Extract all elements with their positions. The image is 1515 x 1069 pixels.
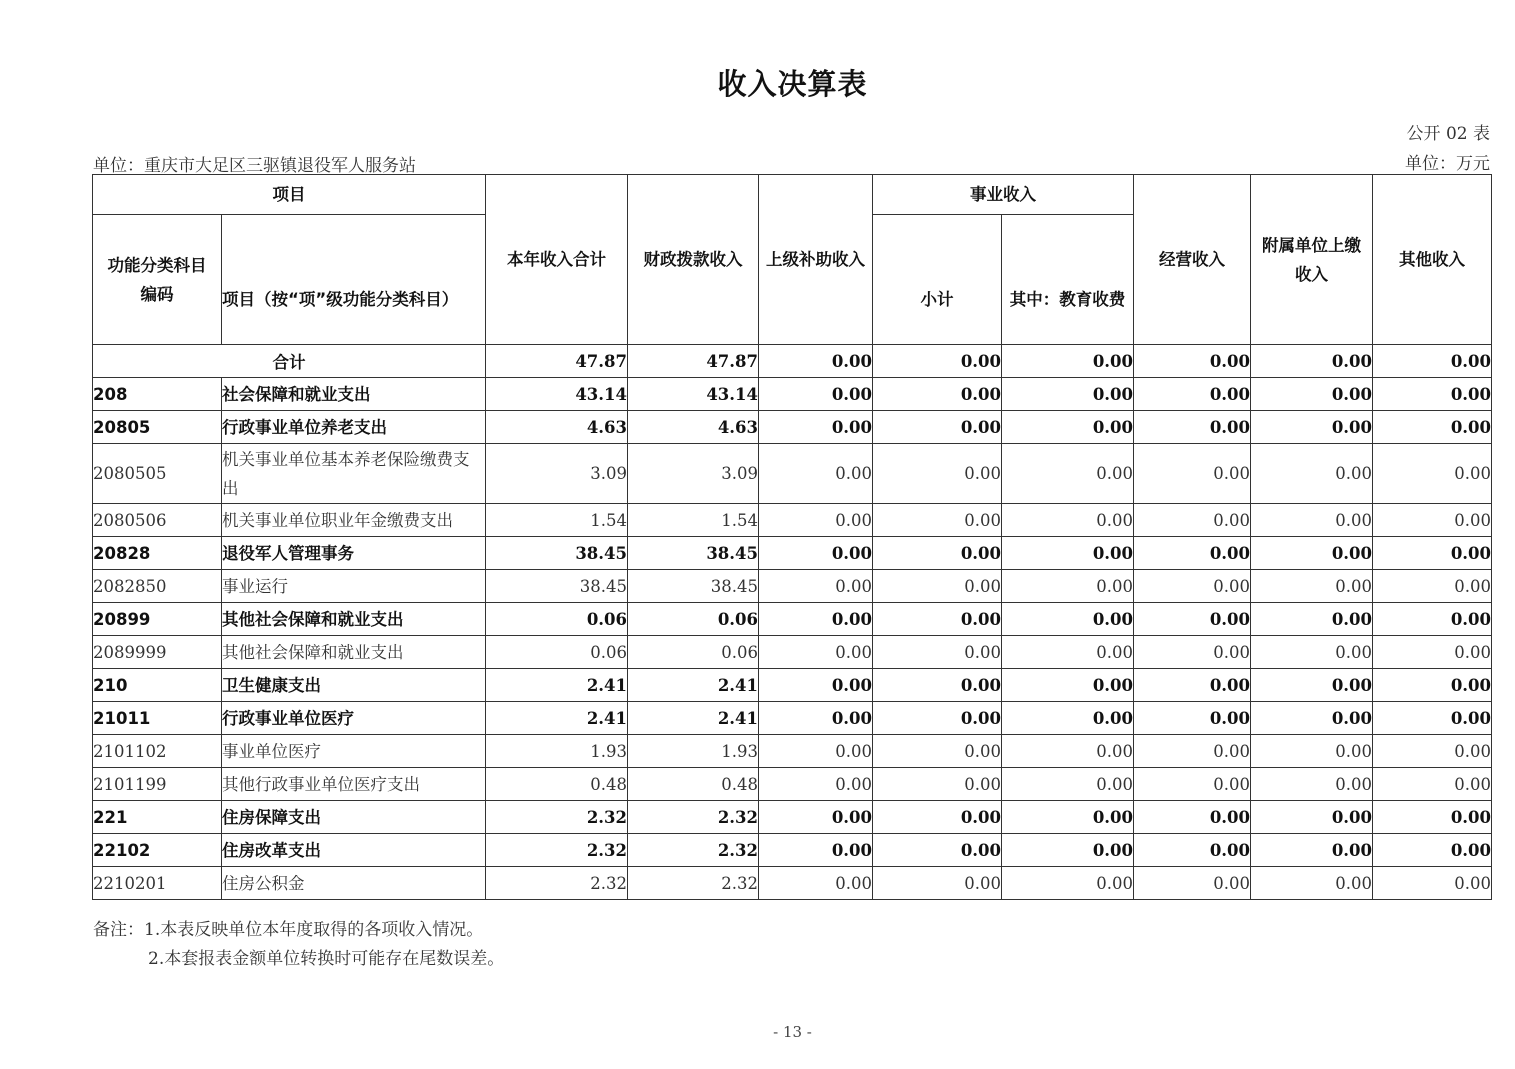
table-cell: 0.00 [1134,867,1251,900]
row-name: 退役军人管理事务 [222,537,486,570]
table-cell: 0.00 [1002,735,1134,768]
table-cell: 0.00 [1251,669,1373,702]
header-affiliate-income: 附属单位上缴收入 [1251,175,1373,345]
table-cell: 1.93 [628,735,759,768]
table-cell: 43.14 [628,378,759,411]
table-cell: 0.00 [1373,537,1492,570]
table-cell: 43.14 [486,378,628,411]
table-cell: 0.00 [1002,345,1134,378]
row-code: 2080506 [93,504,222,537]
table-cell: 38.45 [628,570,759,603]
table-cell: 0.00 [1002,768,1134,801]
row-name: 行政事业单位养老支出 [222,411,486,444]
table-cell: 0.00 [873,411,1002,444]
table-cell: 0.00 [873,702,1002,735]
row-code: 208 [93,378,222,411]
table-cell: 0.00 [1002,570,1134,603]
table-cell: 0.00 [1134,537,1251,570]
table-cell: 0.00 [759,537,873,570]
table-cell: 0.00 [1134,768,1251,801]
table-cell: 0.00 [1002,702,1134,735]
table-cell: 0.00 [1002,537,1134,570]
table-cell: 0.00 [1373,801,1492,834]
table-cell: 0.00 [1373,768,1492,801]
table-cell: 0.00 [759,378,873,411]
table-cell: 0.00 [1002,444,1134,504]
header-superior-subsidy: 上级补助收入 [759,175,873,345]
table-cell: 0.00 [1251,378,1373,411]
table-cell: 0.00 [873,504,1002,537]
table-cell: 0.00 [1373,603,1492,636]
table-row [93,669,1492,702]
table-cell: 0.00 [1002,867,1134,900]
table-row [93,444,1492,504]
table-cell: 0.00 [759,867,873,900]
row-code: 210 [93,669,222,702]
table-row [93,867,1492,900]
table-cell: 0.00 [1134,636,1251,669]
table-cell: 0.00 [1373,411,1492,444]
row-code: 20899 [93,603,222,636]
table-cell: 0.00 [759,702,873,735]
table-cell: 0.00 [1251,603,1373,636]
table-cell: 2.32 [486,834,628,867]
header-item-name: 项目（按“项”级功能分类科目） [222,215,486,345]
table-cell: 0.00 [759,603,873,636]
table-cell: 0.06 [628,603,759,636]
table-cell: 0.00 [1134,603,1251,636]
header-project: 项目 [93,175,486,215]
table-cell: 0.00 [1373,867,1492,900]
table-cell: 0.00 [1251,735,1373,768]
table-cell: 0.00 [759,504,873,537]
table-cell: 0.00 [1373,702,1492,735]
table-cell: 4.63 [486,411,628,444]
table-cell: 0.00 [1134,702,1251,735]
row-name: 事业运行 [222,570,486,603]
table-cell: 2.32 [486,867,628,900]
page-title: 收入决算表 [717,67,868,101]
row-code: 2101199 [93,768,222,801]
table-cell: 1.93 [486,735,628,768]
table-cell: 0.48 [628,768,759,801]
row-name: 行政事业单位医疗 [222,702,486,735]
table-cell: 2.32 [628,867,759,900]
table-cell: 0.00 [1251,345,1373,378]
table-cell: 0.00 [1251,867,1373,900]
row-code: 20828 [93,537,222,570]
table-cell: 0.00 [1251,537,1373,570]
page-number: - 13 - [773,1023,812,1041]
table-cell: 0.00 [1251,801,1373,834]
table-cell: 0.00 [1251,504,1373,537]
total-row [93,345,1492,378]
table-cell: 0.00 [1251,444,1373,504]
table-cell: 0.00 [759,669,873,702]
row-name: 卫生健康支出 [222,669,486,702]
table-cell: 2.41 [628,669,759,702]
table-cell: 0.00 [759,444,873,504]
header-education-fee: 其中：教育收费 [1002,215,1134,345]
row-code: 22102 [93,834,222,867]
table-cell: 0.00 [1002,603,1134,636]
table-cell: 2.32 [628,834,759,867]
table-cell: 1.54 [628,504,759,537]
header-subtotal: 小计 [873,215,1002,345]
table-cell: 0.00 [873,867,1002,900]
table-cell: 3.09 [486,444,628,504]
table-cell: 0.00 [873,603,1002,636]
table-cell: 0.00 [873,636,1002,669]
table-cell: 0.00 [1251,411,1373,444]
currency-unit: 单位：万元 [1405,154,1490,174]
table-cell: 47.87 [628,345,759,378]
table-cell: 0.00 [1002,504,1134,537]
row-code: 2082850 [93,570,222,603]
table-cell: 0.00 [1134,504,1251,537]
table-cell: 0.00 [1002,669,1134,702]
table-cell: 38.45 [628,537,759,570]
table-cell: 0.00 [1134,345,1251,378]
row-name: 机关事业单位职业年金缴费支出 [222,504,486,537]
table-cell: 0.06 [486,636,628,669]
table-cell: 3.09 [628,444,759,504]
table-cell: 0.00 [759,834,873,867]
table-cell: 0.00 [873,345,1002,378]
row-code: 20805 [93,411,222,444]
table-cell: 0.00 [1373,345,1492,378]
table-row [93,603,1492,636]
table-cell: 0.00 [1134,444,1251,504]
footnote-1: 备注：1.本表反映单位本年度取得的各项收入情况。 [93,920,484,940]
table-row [93,702,1492,735]
table-cell: 0.48 [486,768,628,801]
table-cell: 0.00 [1373,444,1492,504]
table-cell: 38.45 [486,537,628,570]
table-cell: 4.63 [628,411,759,444]
table-cell: 2.32 [486,801,628,834]
table-cell: 0.00 [873,834,1002,867]
table-cell: 0.00 [1134,801,1251,834]
row-name: 住房公积金 [222,867,486,900]
table-cell: 0.00 [1373,570,1492,603]
table-cell: 0.00 [1134,411,1251,444]
row-code: 2210201 [93,867,222,900]
row-code: 2080505 [93,444,222,504]
reporting-unit: 单位：重庆市大足区三驱镇退役军人服务站 [93,156,416,176]
table-cell: 0.00 [1002,411,1134,444]
table-cell: 0.00 [873,801,1002,834]
header-other-income: 其他收入 [1373,175,1492,345]
row-code: 2089999 [93,636,222,669]
table-row [93,411,1492,444]
table-cell: 0.00 [1251,702,1373,735]
form-number: 公开 02 表 [1406,124,1490,144]
row-name: 其他社会保障和就业支出 [222,636,486,669]
table-cell: 0.00 [1251,768,1373,801]
total-label: 合计 [93,345,486,378]
table-cell: 0.00 [1134,669,1251,702]
table-cell: 0.00 [873,537,1002,570]
table-cell: 0.00 [759,768,873,801]
table-cell: 0.00 [1373,735,1492,768]
header-function-code: 功能分类科目编码 [93,215,222,345]
table-cell: 0.00 [759,345,873,378]
table-cell: 0.00 [873,378,1002,411]
table-row [93,735,1492,768]
table-cell: 0.00 [1134,735,1251,768]
table-cell: 0.00 [873,735,1002,768]
table-cell: 0.00 [759,735,873,768]
table-cell: 0.00 [1251,636,1373,669]
table-cell: 0.00 [1002,834,1134,867]
table-cell: 0.00 [873,570,1002,603]
table-cell: 0.00 [873,669,1002,702]
table-cell: 0.00 [759,636,873,669]
table-row [93,834,1492,867]
row-name: 其他社会保障和就业支出 [222,603,486,636]
row-name: 事业单位医疗 [222,735,486,768]
table-cell: 0.00 [1002,636,1134,669]
table-cell: 0.00 [1373,636,1492,669]
table-row [93,504,1492,537]
table-cell: 0.06 [628,636,759,669]
header-total-income: 本年收入合计 [486,175,628,345]
row-name: 其他行政事业单位医疗支出 [222,768,486,801]
table-cell: 2.41 [628,702,759,735]
table-cell: 2.32 [628,801,759,834]
row-name: 住房保障支出 [222,801,486,834]
table-cell: 0.00 [1373,504,1492,537]
table-row [93,768,1492,801]
row-name: 住房改革支出 [222,834,486,867]
table-row [93,378,1492,411]
row-name: 机关事业单位基本养老保险缴费支出 [222,444,486,504]
row-name: 社会保障和就业支出 [222,378,486,411]
footnote-2: 2.本套报表金额单位转换时可能存在尾数误差。 [148,949,505,969]
row-code: 2101102 [93,735,222,768]
table-row [93,537,1492,570]
table-cell: 0.00 [1373,378,1492,411]
table-cell: 2.41 [486,702,628,735]
table-cell: 0.00 [759,570,873,603]
table-cell: 0.00 [759,411,873,444]
table-row [93,636,1492,669]
table-cell: 0.00 [1002,378,1134,411]
table-row [93,570,1492,603]
table-cell: 0.00 [1251,570,1373,603]
table-cell: 0.00 [1134,378,1251,411]
table-cell: 0.00 [1251,834,1373,867]
table-cell: 0.06 [486,603,628,636]
table-cell: 0.00 [1373,669,1492,702]
table-cell: 0.00 [1002,801,1134,834]
header-operating-income: 经营收入 [1134,175,1251,345]
table-cell: 0.00 [759,801,873,834]
row-code: 221 [93,801,222,834]
table-cell: 0.00 [1134,570,1251,603]
table-cell: 47.87 [486,345,628,378]
income-table [92,174,1492,900]
table-cell: 38.45 [486,570,628,603]
header-business-income: 事业收入 [873,175,1134,215]
table-cell: 0.00 [1134,834,1251,867]
table-cell: 0.00 [873,444,1002,504]
table-cell: 0.00 [1373,834,1492,867]
table-row [93,801,1492,834]
row-code: 21011 [93,702,222,735]
table-cell: 2.41 [486,669,628,702]
header-fiscal-appropriation: 财政拨款收入 [628,175,759,345]
table-cell: 0.00 [873,768,1002,801]
table-cell: 1.54 [486,504,628,537]
